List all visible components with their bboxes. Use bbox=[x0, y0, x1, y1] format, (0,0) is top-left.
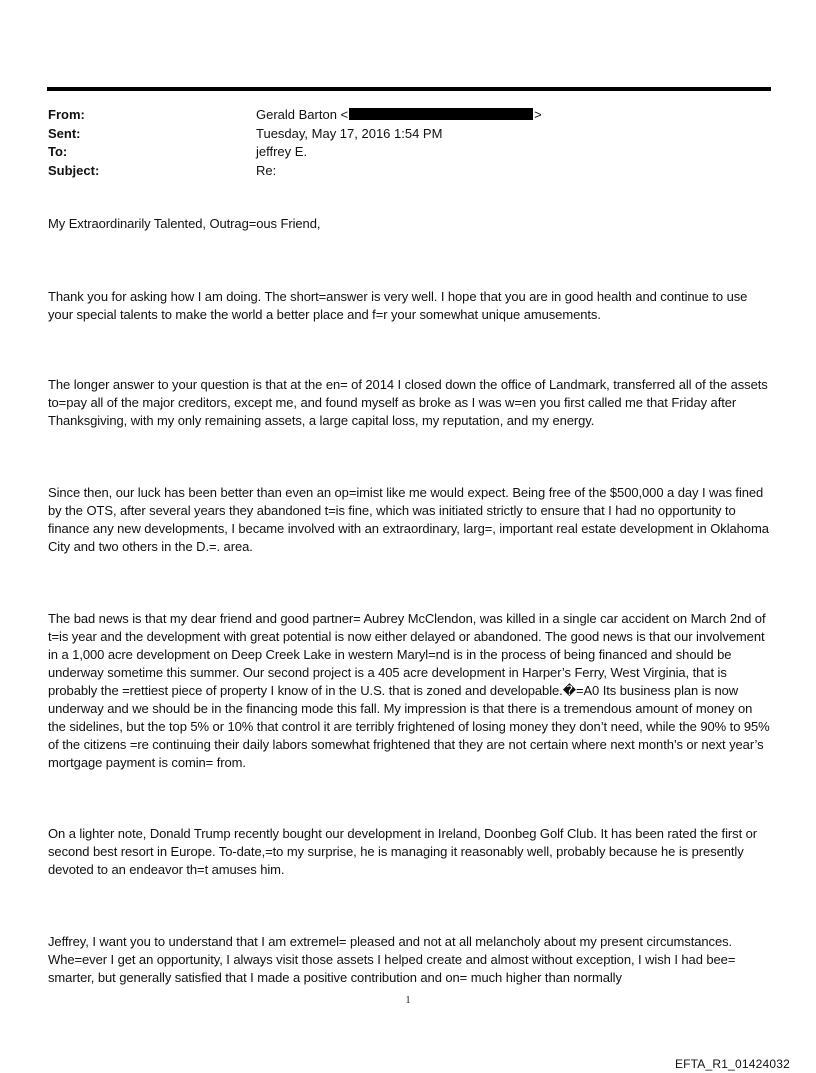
email-header bbox=[48, 106, 768, 180]
sent-row bbox=[48, 125, 768, 144]
to-value: jeffrey E. bbox=[256, 144, 308, 159]
body-paragraph bbox=[48, 376, 770, 430]
paragraph-text: The longer answer to your question is that at the en= of 2014 I closed down the office of Landmark, transferred all of the assets to=pay all of the major creditors, except me, and found myself as broke as I was w=en you first called me that Friday after Thanksgiving, with my only remaining assets, a large capital loss, my reputation, and my energy. bbox=[48, 377, 768, 428]
sender-email-close: > bbox=[534, 107, 542, 122]
subject-value: Re: bbox=[256, 162, 277, 178]
redacted-email-address bbox=[349, 108, 533, 120]
sent-label: Sent: bbox=[48, 125, 81, 141]
body-paragraph bbox=[48, 288, 770, 324]
email-greeting bbox=[48, 215, 770, 233]
body-paragraph bbox=[48, 825, 770, 879]
header-divider bbox=[47, 87, 771, 91]
page-number: 1 bbox=[405, 995, 411, 1006]
paragraph-text: On a lighter note, Donald Trump recently bought our development in Ireland, Doonbeg Golf Club. It has been rated the first or second best resort in Europe. To-date,=to my surprise, he is managing it reasonably well, probably because he is presently devoted to an endeavor th=t amuses him. bbox=[48, 826, 758, 877]
from-label: From: bbox=[48, 107, 85, 122]
from-value bbox=[256, 106, 768, 125]
from-row bbox=[48, 106, 768, 125]
body-paragraph bbox=[48, 484, 770, 556]
paragraph-text: Thank you for asking how I am doing. The short=answer is very well. I hope that you are in good health and continue to use your special talents to make the world a better place and f=r your somewhat unique amusements. bbox=[48, 289, 748, 322]
paragraph-text: Since then, our luck has been better than even an op=imist like me would expect. Being free of the $500,000 a day I was fined by the OTS, after several years they abandoned t=is fine, which was initiated strictly to ensure that I had no opportunity to finance any new developments, I became involved with an extraordinary, larg=, important real estate development in Oklahoma City and two others in the D.=. area. bbox=[48, 485, 769, 554]
paragraph-text: The bad news is that my dear friend and good partner= Aubrey McClendon, was killed in a single car accident on March 2nd of t=is year and the development with great potential is now either delayed or abandoned. The good news is that our involvement in a 1,000 acre development on Deep Creek Lake in western Maryl=nd is in the process of being financed and should be underway sometime this summer. Our second project is a 405 acre development in Harper’s Ferry, West Virginia, that is probably the =rettiest piece of property I know of in the U.S. that is zoned and developable.�=A0 Its business plan is now underway and we should be in the financing mode this fall. My impression is that there is a tremendous amount of money on the sidelines, but the top 5% or 10% that control it are terribly frightened of losing money they don’t need, while the 90% to 95% of the citizens =re continuing their daily labors somewhat frightened that they are not certain where next month’s or next year’s mortgage payment is comin= from. bbox=[48, 611, 770, 770]
to-label: To: bbox=[48, 144, 68, 159]
sent-value: Tuesday, May 17, 2016 1:54 PM bbox=[256, 125, 443, 141]
paragraph-text: Jeffrey, I want you to understand that I am extremel= pleased and not at all melancholy about my present circumstances. Whe=ever I get an opportunity, I always visit those assets I helped create and almost without exception, I wish I had bee= smarter, but generally satisfied that I made a positive contribution and on= much higher than normally bbox=[48, 934, 736, 985]
subject-label: Subject: bbox=[48, 162, 100, 178]
greeting-line: My Extraordinarily Talented, Outrag=ous Friend, bbox=[48, 216, 321, 231]
body-paragraph bbox=[48, 933, 770, 987]
sender-name: Gerald Barton < bbox=[256, 107, 349, 122]
body-paragraph bbox=[48, 610, 770, 772]
to-row bbox=[48, 143, 768, 162]
document-id: EFTA_R1_01424032 bbox=[674, 1057, 790, 1071]
subject-row bbox=[48, 162, 768, 181]
